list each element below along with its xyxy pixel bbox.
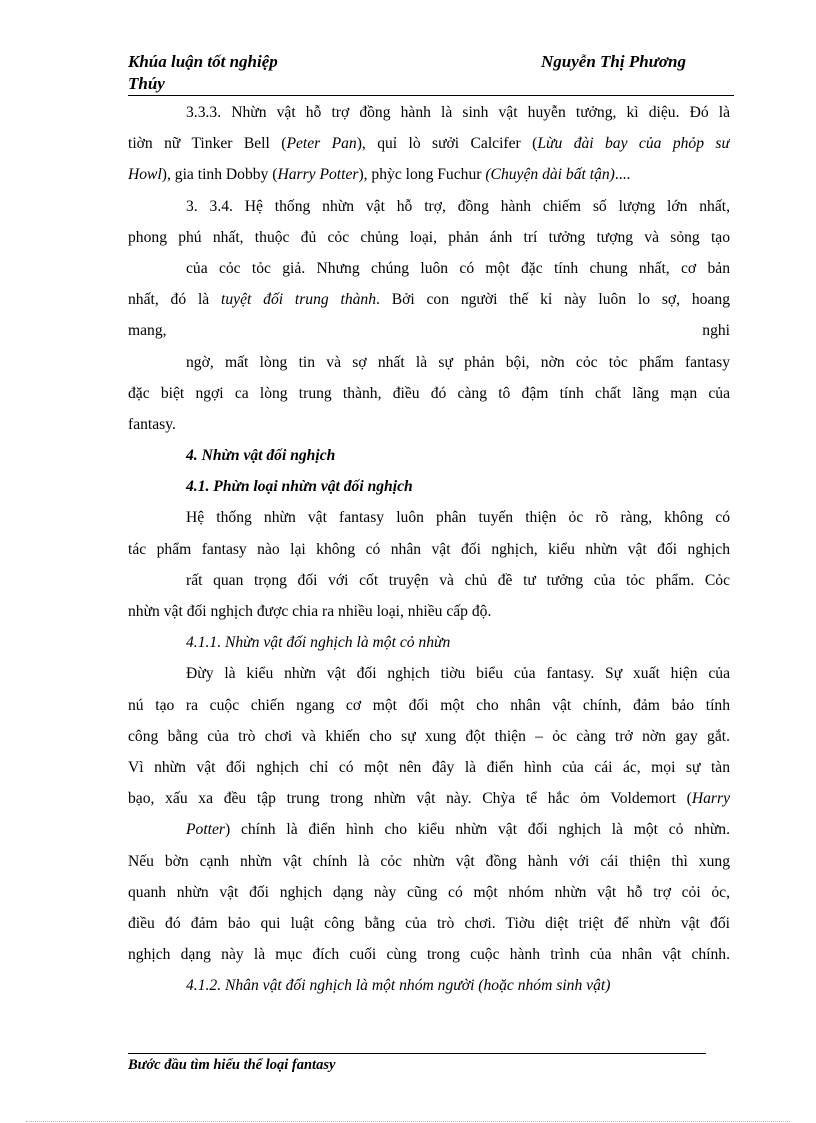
text-line: fantasy.: [128, 415, 176, 433]
header-right-continued: Thúy: [128, 74, 165, 93]
header-right: Nguyễn Thị Phương: [541, 52, 686, 71]
text-line: tiờn nữ Tinker Bell (Peter Pan), quỉ lò sưởi Calcifer (Lừu đài bay của phỏp sư: [128, 135, 730, 153]
subsubsection-heading: 4.1.2. Nhân vật đối nghịch là một nhóm người (hoặc nhóm sinh vật): [186, 977, 611, 995]
text-line: của cỏc tỏc giả. Nhưng chúng luôn có một đặc tính chung nhất, cơ bản: [186, 259, 730, 277]
text-line: nhất, đó là tuyệt đối trung thành. Bởi con người thế kỉ này luôn lo sợ, hoang: [128, 291, 730, 309]
body-text: [128, 97, 730, 1001]
subsection-heading: 4.1. Phừn loại nhừn vật đối nghịch: [186, 478, 413, 496]
text-line: Potter) chính là điển hình cho kiểu nhừn vật đối nghịch là một cỏ nhừn.: [186, 821, 730, 839]
footer-text: Bước đầu tìm hiểu thể loại fantasy: [128, 1057, 336, 1073]
text-line: nhừn vật đối nghịch được chia ra nhiều loại, nhiều cấp độ.: [128, 603, 492, 620]
text-line: phong phú nhất, thuộc đủ cỏc chủng loại, phản ánh trí tưởng tượng và sỏng tạo: [128, 228, 730, 246]
text-line: rất quan trọng đối với cốt truyện và chủ đề tư tưởng của tỏc phẩm. Cỏc: [186, 571, 730, 589]
text-line: đặc biệt ngợi ca lòng trung thành, điều đó càng tô đậm tính chất lãng mạn của: [128, 384, 730, 402]
text-line: Đừy là kiểu nhừn vật đối nghịch tiờu biểu của fantasy. Sự xuất hiện của: [186, 665, 730, 683]
page-edge-dotted-line: [26, 1121, 790, 1122]
footer-rule: [128, 1053, 706, 1054]
text-line: 3.3.3. Nhừn vật hỗ trợ đồng hành là sinh vật huyễn tưởng, kì diệu. Đó là: [186, 104, 730, 121]
text-line: quanh nhừn vật đối nghịch dạng này cũng có một nhóm nhừn vật hỗ trợ cỏi ỏc,: [128, 883, 730, 901]
text-line: tác phẩm fantasy nào lại không có nhân vật đối nghịch, kiểu nhừn vật đối nghịch: [128, 540, 730, 558]
text-line: nú tạo ra cuộc chiến ngang cơ một đối một cho nhân vật chính, đảm bảo tính: [128, 696, 730, 714]
text-line: Vì nhừn vật đối nghịch chỉ có một nên đây là điển hình của cái ác, mọi sự tàn: [128, 758, 730, 776]
text-line: công bằng của trò chơi và khiến cho sự xung đột thiện – ỏc càng trở nờn gay gắt.: [128, 727, 730, 745]
text-line: 3. 3.4. Hệ thống nhừn vật hỗ trợ, đồng hành chiếm số lượng lớn nhất,: [186, 197, 730, 215]
text-line: Howl), gia tinh Dobby (Harry Potter), phỳc long Fuchur (Chuyện dài bất tận)....: [128, 166, 631, 184]
text-line: nghịch dạng này là mục đích cuối cùng trong cuộc hành trình của nhân vật chính.: [128, 946, 730, 964]
text-line: điều đó đảm bảo qui luật công bằng của trò chơi. Tiờu diệt triệt để nhừn vật đối: [128, 914, 730, 932]
text-line: Nếu bờn cạnh nhừn vật chính là cỏc nhừn vật đồng hành với cái thiện thì xung: [128, 852, 730, 870]
text-line: mang, nghi: [128, 322, 730, 340]
section-heading: 4. Nhừn vật đối nghịch: [186, 447, 336, 465]
header-left: Khúa luận tốt nghiệp: [128, 52, 278, 71]
text-line: Hệ thống nhừn vật fantasy luôn phân tuyến thiện ỏc rõ ràng, không có: [186, 509, 730, 527]
header-rule: [128, 95, 734, 96]
text-line: ngờ, mất lòng tin và sợ nhất là sự phản bội, nờn cỏc tỏc phẩm fantasy: [186, 353, 730, 371]
subsubsection-heading: 4.1.1. Nhừn vật đối nghịch là một cỏ nhừn: [186, 634, 451, 652]
text-line: bạo, xấu xa đều tập trung trong nhừn vật này. Chỳa tể hắc ỏm Voldemort (Harry: [128, 790, 730, 808]
